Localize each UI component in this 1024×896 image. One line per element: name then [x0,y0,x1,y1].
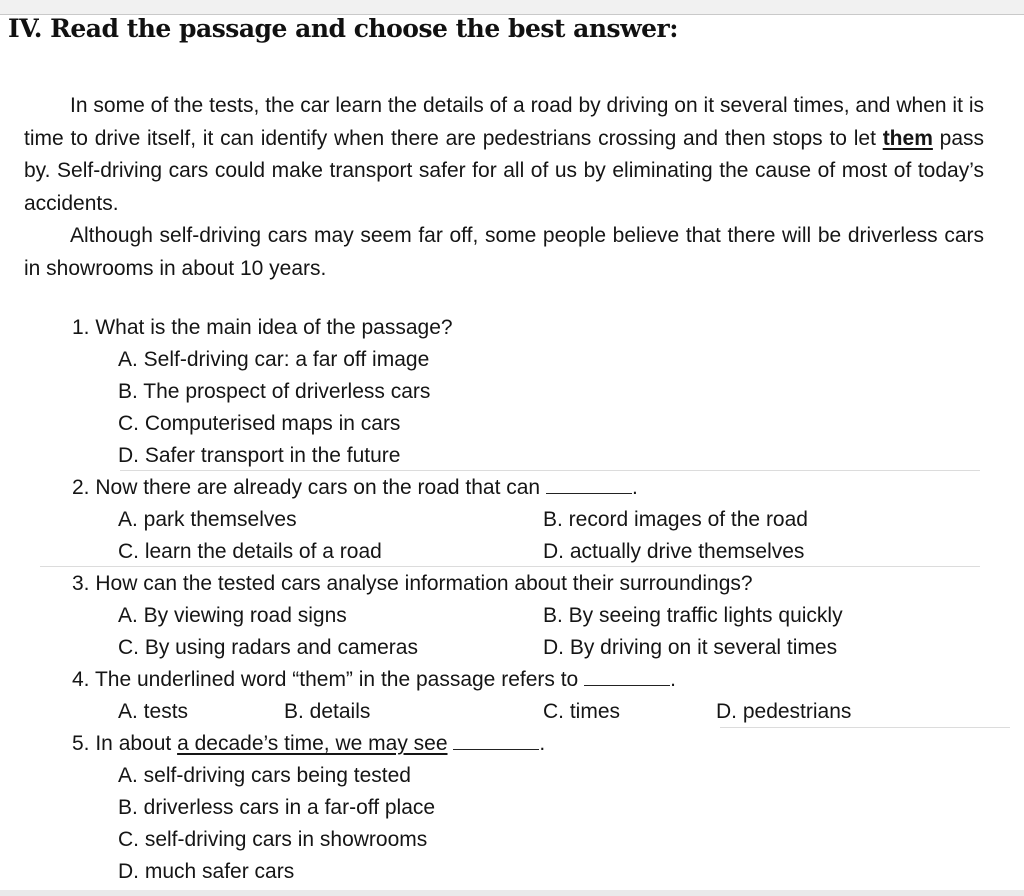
q5-option-d[interactable]: D. much safer cars [118,860,295,883]
question-1: 1. What is the main idea of the passage? [72,316,453,339]
question-4: 4. The underlined word “them” in the passage refers to . [72,668,676,691]
q4-option-d[interactable]: D. pedestrians [716,700,852,723]
question-2: 2. Now there are already cars on the road that can . [72,476,638,499]
q2-option-d[interactable]: D. actually drive themselves [543,540,805,563]
q1-option-a[interactable]: A. Self-driving car: a far off image [118,348,430,371]
q1-option-c[interactable]: C. Computerised maps in cars [118,412,401,435]
q4-option-b[interactable]: B. details [284,700,371,723]
q5-option-a[interactable]: A. self-driving cars being tested [118,764,411,787]
q4-option-c[interactable]: C. times [543,700,621,723]
passage-paragraph-2: Although self-driving cars may seem far off, some people believe that there will be driverless cars in showrooms in about 10 years. [24,224,984,280]
q2-option-b[interactable]: B. record images of the road [543,508,808,531]
q1-option-b[interactable]: B. The prospect of driverless cars [118,380,431,403]
bottom-border [0,890,1024,896]
question-3: 3. How can the tested cars analyse information about their surroundings? [72,572,753,595]
q3-option-c[interactable]: C. By using radars and cameras [118,636,418,659]
q5-option-b[interactable]: B. driverless cars in a far-off place [118,796,436,819]
q3-option-a[interactable]: A. By viewing road signs [118,604,347,627]
q5-option-c[interactable]: C. self-driving cars in showrooms [118,828,428,851]
top-border [0,0,1024,15]
answer-blank[interactable] [546,477,632,494]
answer-blank[interactable] [584,669,670,686]
q4-option-a[interactable]: A. tests [118,700,189,723]
answer-blank[interactable] [453,733,539,750]
question-5: 5. In about a decade’s time, we may see . [72,732,546,755]
q2-option-a[interactable]: A. park themselves [118,508,297,531]
q1-option-d[interactable]: D. Safer transport in the future [118,444,401,467]
q3-option-b[interactable]: B. By seeing traffic lights quickly [543,604,843,627]
passage-paragraph-1: In some of the tests, the car learn the details of a road by driving on it several times, and when it is time to drive itself, it can identify when there are pedestrians crossing and then stops to let them pass by. Self-driving cars could make transport safer for all of us by eliminating the cause of most of today’s accidents. [24,94,985,215]
scan-line [720,727,1010,728]
scan-line [40,566,980,567]
section-heading: IV. Read the passage and choose the best answer: [8,14,678,43]
scan-line [120,470,980,471]
reading-passage [24,90,984,285]
q3-option-d[interactable]: D. By driving on it several times [543,636,838,659]
underlined-word-them: them [882,126,933,150]
q2-option-c[interactable]: C. learn the details of a road [118,540,382,563]
